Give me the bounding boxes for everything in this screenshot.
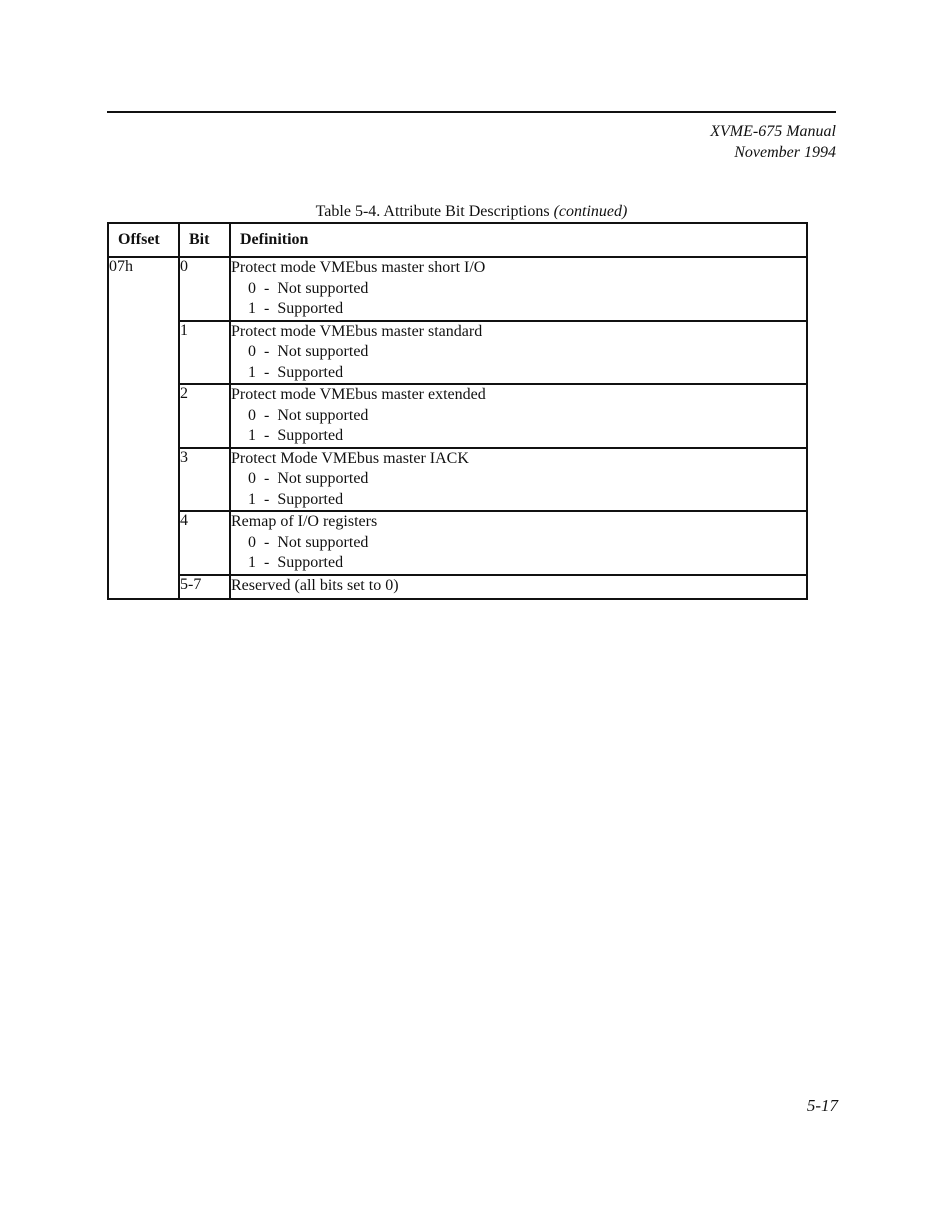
definition-cell <box>230 384 807 448</box>
definition-cell <box>230 257 807 321</box>
definition-text: Reserved (all bits set to 0) <box>231 576 399 594</box>
definition-text: Remap of I/O registers <box>231 513 378 530</box>
definition-cell <box>230 448 807 512</box>
manual-title: XVME-675 Manual <box>710 123 836 140</box>
table-row <box>108 384 807 448</box>
bit-cell: 2 <box>179 384 230 448</box>
option-supported: 1 - Supported <box>248 300 344 317</box>
column-header-definition: Definition <box>230 223 807 257</box>
manual-date: November 1994 <box>734 144 836 161</box>
definition-text: Protect mode VMEbus master short I/O <box>231 259 486 276</box>
table-row <box>108 511 807 575</box>
definition-text: Protect Mode VMEbus master IACK <box>231 449 469 467</box>
option-not-supported: 0 - Not supported <box>248 533 369 551</box>
attribute-bit-table <box>107 222 808 600</box>
option-not-supported: 0 - Not supported <box>248 470 369 487</box>
definition-text: Protect mode VMEbus master standard <box>231 322 483 340</box>
bit-cell: 3 <box>179 448 230 512</box>
column-header-offset: Offset <box>108 223 179 257</box>
definition-text: Protect mode VMEbus master extended <box>231 386 486 403</box>
table-header-row <box>108 223 807 257</box>
page-number: 5-17 <box>806 1096 838 1115</box>
header-rule <box>107 111 836 113</box>
table-caption-continued: (continued) <box>553 203 628 220</box>
table-row <box>108 321 807 385</box>
table-row <box>108 257 807 321</box>
option-supported: 1 - Supported <box>248 490 344 508</box>
option-supported: 1 - Supported <box>248 363 344 381</box>
running-header <box>710 121 836 163</box>
bit-cell: 1 <box>179 321 230 385</box>
definition-cell <box>230 511 807 575</box>
table-row <box>108 575 807 600</box>
definition-cell <box>230 575 807 600</box>
option-not-supported: 0 - Not supported <box>248 279 369 297</box>
option-supported: 1 - Supported <box>248 427 344 444</box>
table-caption-text: Table 5-4. Attribute Bit Descriptions <box>315 203 554 220</box>
table-row <box>108 448 807 512</box>
table-caption <box>107 202 836 222</box>
bit-cell: 4 <box>179 511 230 575</box>
bit-cell: 5-7 <box>179 575 230 600</box>
option-not-supported: 0 - Not supported <box>248 406 369 424</box>
offset-cell: 07h <box>108 257 179 599</box>
option-not-supported: 0 - Not supported <box>248 343 369 360</box>
option-supported: 1 - Supported <box>248 554 344 571</box>
bit-cell: 0 <box>179 257 230 321</box>
definition-cell <box>230 321 807 385</box>
column-header-bit: Bit <box>179 223 230 257</box>
